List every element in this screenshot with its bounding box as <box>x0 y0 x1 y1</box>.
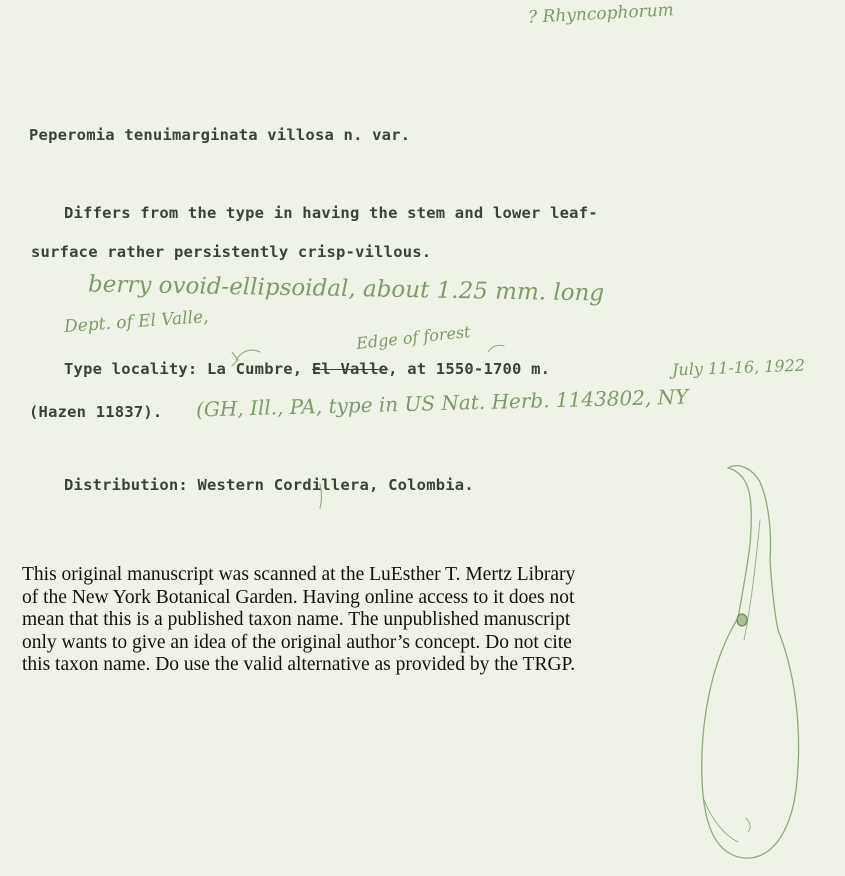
fruit-note: berry ovoid-ellipsoidal, about 1.25 mm. long <box>87 271 605 307</box>
notice-line-4: only wants to give an idea of the original author’s concept. Do not cite <box>22 631 572 653</box>
taxon-title: Peperomia tenuimarginata villosa n. var. <box>29 126 411 144</box>
notice-line-3: mean that this is a published taxon name. The unpublished manuscript <box>22 609 571 630</box>
notice-line-5: this taxon name. Do use the valid alternative as provided by the TRGP. <box>22 654 576 675</box>
description-line-2: surface rather persistently crisp-villous. <box>31 243 432 261</box>
specimen-number: (Hazen 11837). <box>29 403 163 421</box>
type-locality-label: Type locality: <box>64 360 198 378</box>
type-locality-struck: El Valle <box>311 360 389 378</box>
herbaria-note: (GH, Ill., PA, type in US Nat. Herb. 1143802, NY <box>195 384 689 422</box>
type-locality-elevation: , at 1550-1700 m. <box>388 360 551 378</box>
collection-date-note: July 11-16, 1922 <box>671 355 806 380</box>
department-note: Dept. of El Valle, <box>63 306 210 338</box>
description-line-1: Differs from the type in having the stem and lower leaf- <box>64 204 598 222</box>
notice-line-2: of the New York Botanical Garden. Having online access to it does not <box>22 586 575 608</box>
genus-note: ? Rhyncophorum <box>527 0 675 28</box>
notice-line-1: This original manuscript was scanned at the LuEsther T. Mertz Library <box>22 564 576 585</box>
edge-of-forest-note: Edge of forest <box>355 322 472 353</box>
type-locality-place: La Cumbre, <box>207 360 303 378</box>
distribution-line: Distribution: Western Cordillera, Colombia. <box>64 476 474 494</box>
